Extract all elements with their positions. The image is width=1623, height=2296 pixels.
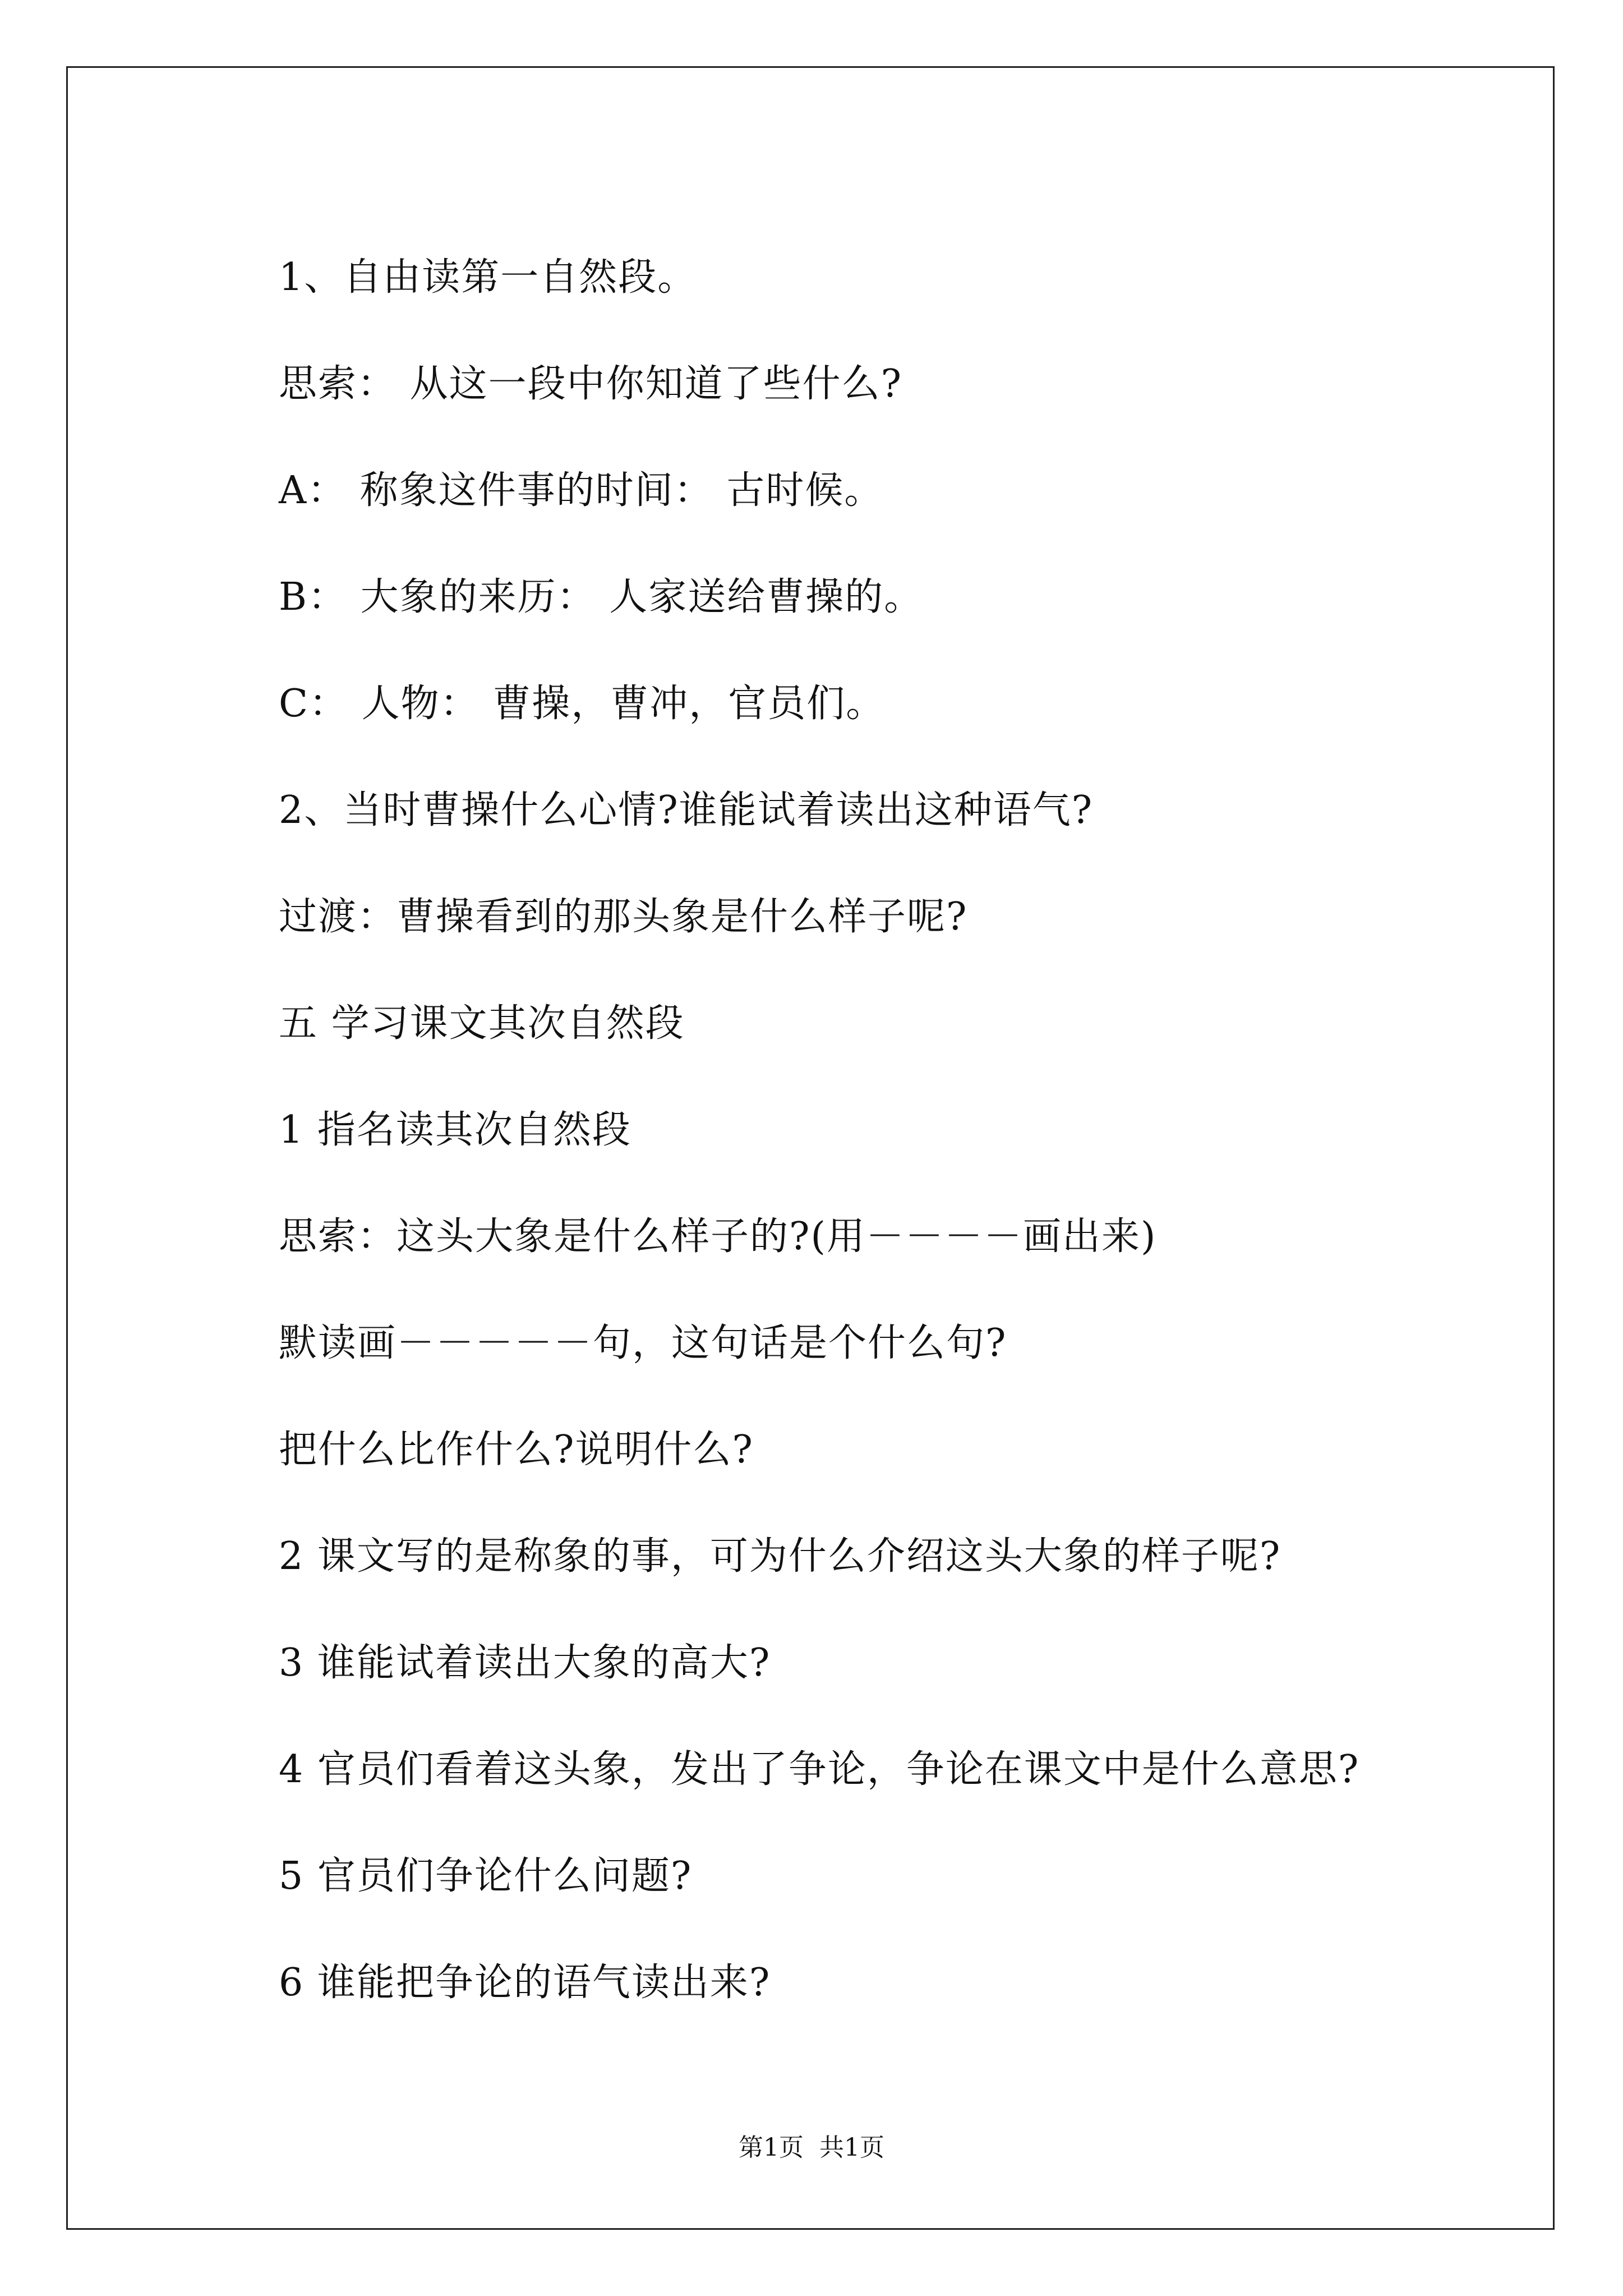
text-line-6: 2、当时曹操什么心情?谁能试着读出这种语气? — [279, 788, 1094, 832]
text-line-15: 4 官员们看着这头象，发出了争论，争论在课文中是什么意思? — [279, 1747, 1360, 1792]
section-heading: 五 学习课文其次自然段 — [279, 1001, 685, 1046]
page-footer: 第1页 共1页 — [739, 2133, 884, 2162]
text-line-4: B： 大象的来历： 人家送给曹操的。 — [279, 575, 924, 619]
text-line-3: A： 称象这件事的时间： 古时候。 — [279, 468, 884, 513]
text-line-1: 1、自由读第一自然段。 — [279, 255, 697, 300]
text-line-7: 过渡：曹操看到的那头象是什么样子呢? — [279, 895, 968, 939]
text-line-13: 2 课文写的是称象的事，可为什么介绍这头大象的样子呢? — [279, 1534, 1281, 1579]
text-line-5: C： 人物： 曹操，曹冲，官员们。 — [279, 682, 886, 726]
text-line-11: 默读画－－－－－句，这句话是个什么句? — [279, 1321, 1007, 1365]
text-line-9: 1 指名读其次自然段 — [279, 1108, 631, 1152]
text-line-14: 3 谁能试着读出大象的高大? — [279, 1641, 771, 1685]
text-line-17: 6 谁能把争论的语气读出来? — [279, 1961, 771, 2005]
text-line-12: 把什么比作什么?说明什么? — [279, 1428, 754, 1472]
text-line-2: 思索： 从这一段中你知道了些什么? — [279, 362, 903, 406]
text-line-16: 5 官员们争论什么问题? — [279, 1854, 693, 1898]
document-body — [279, 224, 1513, 2036]
text-line-10: 思索：这头大象是什么样子的?(用－－－－画出来) — [279, 1214, 1157, 1259]
